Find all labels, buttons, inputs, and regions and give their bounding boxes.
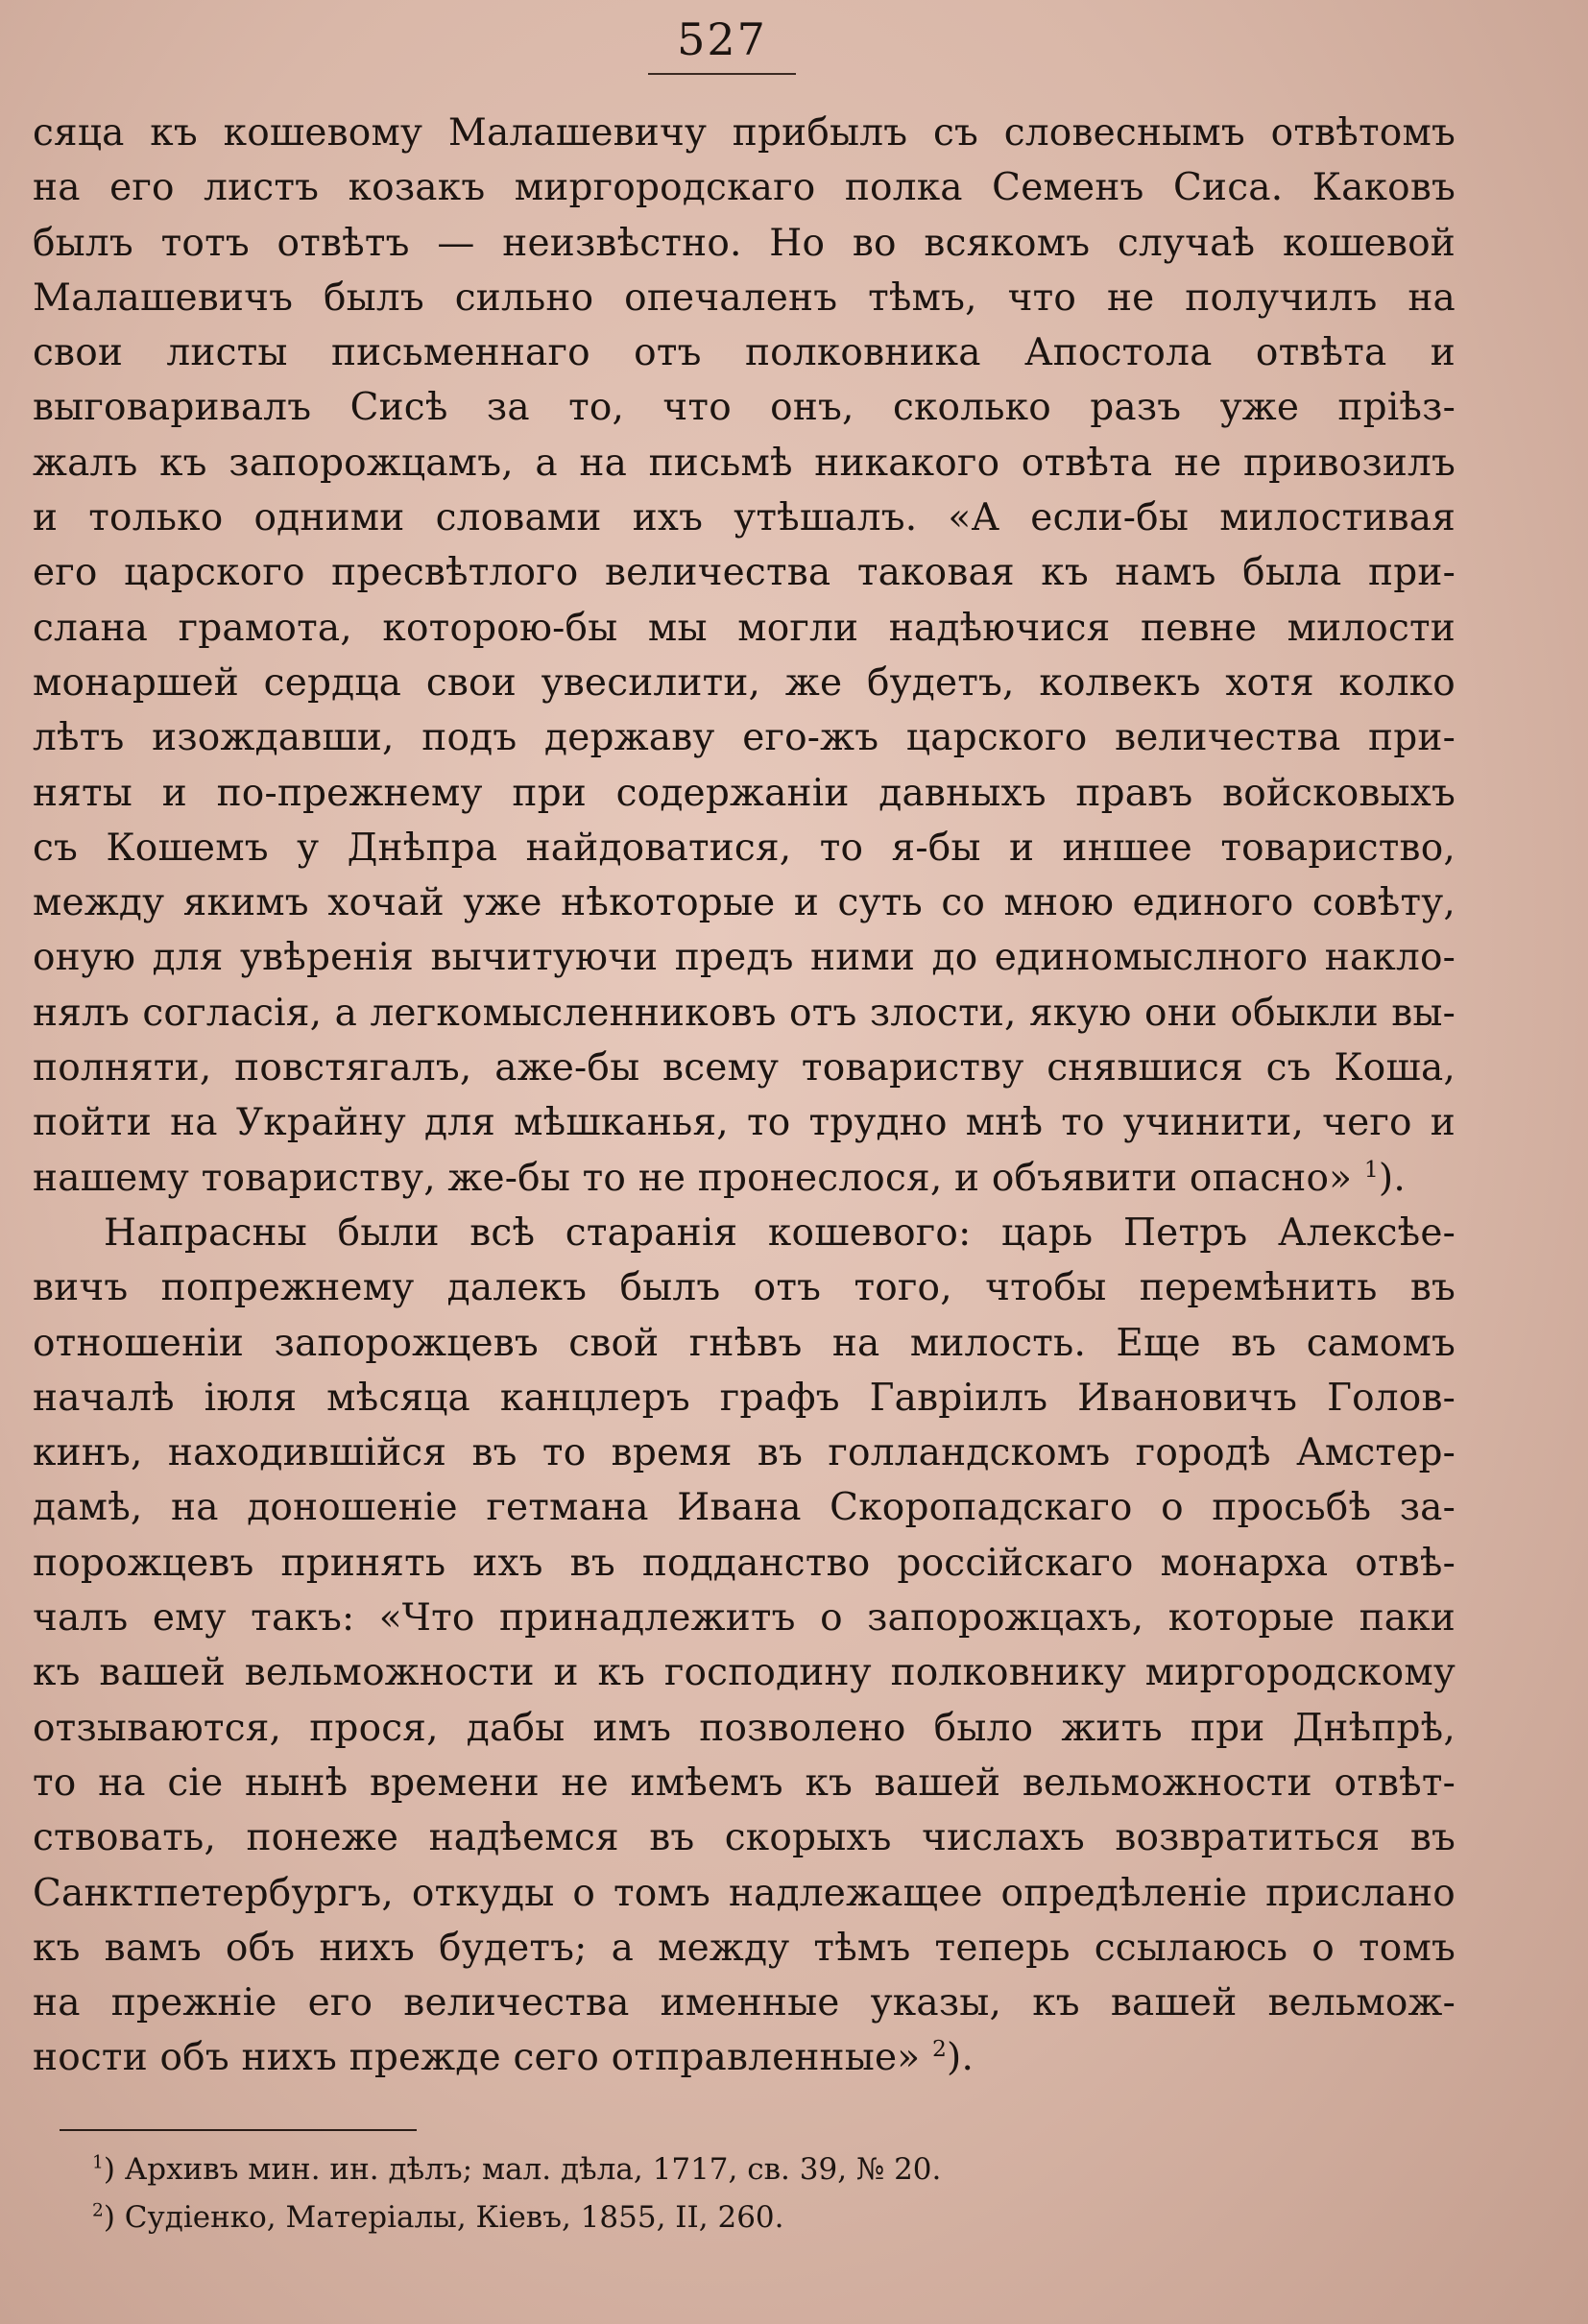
text-line: пойти на Украйну для мѣшканья, то трудно мнѣ то учинити, чего и bbox=[33, 1101, 1456, 1145]
footnote-ref[interactable]: 2 bbox=[931, 2035, 948, 2063]
text-line: слана грамота, которою-бы мы могли надѣючися певне милости bbox=[33, 606, 1456, 650]
text-line: къ вашей вельможности и къ господину полковнику миргородскому bbox=[33, 1651, 1456, 1695]
text-line: на прежнiе его величества именные указы, къ вашей вельмож- bbox=[33, 1981, 1456, 2025]
text-line: монаршей сердца свои увесилити, же будетъ, колвекъ хотя колко bbox=[33, 660, 1456, 705]
text-line: чалъ ему такъ: «Что принадлежитъ о запорожцахъ, которые паки bbox=[33, 1596, 1456, 1641]
text-line: Санктпетербургъ, откуды о томъ надлежащее опредѣленiе прислано bbox=[33, 1871, 1456, 1915]
text-line: лѣтъ изождавши, подъ державу его-жъ царского величества при- bbox=[33, 716, 1456, 760]
text-line: вичъ попрежнему далекъ былъ отъ того, чтобы перемѣнить въ bbox=[33, 1266, 1456, 1310]
text-line: кинъ, находившiйся въ то время въ голландскомъ городѣ Амстер- bbox=[33, 1431, 1456, 1475]
text-line: оную для увѣренiя вычитуючи предъ ними до единомыслного накло- bbox=[33, 936, 1456, 980]
line-text: ности объ нихъ прежде сего отправленные» bbox=[33, 2036, 921, 2080]
text-line: къ вамъ объ нихъ будетъ; а между тѣмъ теперь ссылаюсь о томъ bbox=[33, 1926, 1456, 1970]
text-line: полняти, повстягалъ, аже-бы всему товариству снявшися съ Коша, bbox=[33, 1046, 1456, 1090]
page-header bbox=[0, 13, 1588, 75]
page-number: 527 bbox=[648, 13, 796, 75]
paragraph-1 bbox=[33, 106, 1456, 1206]
text-line: Малашевичъ былъ сильно опечаленъ тѣмъ, что не получилъ на bbox=[33, 276, 1456, 320]
line-closing: ). bbox=[1378, 1156, 1406, 1200]
paragraph-2 bbox=[33, 1206, 1456, 2086]
text-line: былъ тотъ отвѣтъ — неизвѣстно. Но во всякомъ случаѣ кошевой bbox=[33, 221, 1456, 265]
body-text bbox=[33, 106, 1456, 2086]
footnote-text: ) Судiенко, Матерiалы, Кiевъ, 1855, II, 260. bbox=[103, 2200, 784, 2235]
text-line: ствовать, понеже надѣемся въ скорыхъ числахъ возвратиться въ bbox=[33, 1816, 1456, 1860]
footnote-1 bbox=[92, 2145, 1340, 2193]
footnote-divider bbox=[60, 2129, 417, 2131]
text-line: отзываются, прося, дабы имъ позволено было жить при Днѣпрѣ, bbox=[33, 1706, 1456, 1750]
text-line: отношенiи запорожцевъ свой гнѣвъ на милость. Еще въ самомъ bbox=[33, 1321, 1456, 1365]
footnote-marker: 2 bbox=[92, 2200, 104, 2221]
footnote-2 bbox=[92, 2193, 1340, 2241]
text-line: его царского пресвѣтлого величества таковая къ намъ была при- bbox=[33, 551, 1456, 595]
text-line: свои листы письменнаго отъ полковника Апостола отвѣта и bbox=[33, 331, 1456, 375]
text-line: жалъ къ запорожцамъ, а на письмѣ никакого отвѣта не привозилъ bbox=[33, 441, 1456, 485]
line-closing: ). bbox=[947, 2036, 974, 2080]
text-line: то на сiе нынѣ времени не имѣемъ къ вашей вельможности отвѣт- bbox=[33, 1761, 1456, 1805]
footnote-marker: 1 bbox=[92, 2152, 104, 2173]
text-line: на его листъ козакъ миргородскаго полка Семенъ Сиса. Каковъ bbox=[33, 166, 1456, 210]
text-line: Напрасны были всѣ старанiя кошевого: царь Петръ Алексѣе- bbox=[104, 1210, 1456, 1255]
footnote-text: ) Архивъ мин. ин. дѣлъ; мал. дѣла, 1717, св. 39, № 20. bbox=[103, 2152, 942, 2187]
text-line: между якимъ хочай уже нѣкоторые и суть со мною единого совѣту, bbox=[33, 881, 1456, 925]
line-text: нашему товариству, же-бы то не пронеслося, и объявити опасно» bbox=[33, 1156, 1353, 1200]
text-line: выговаривалъ Сисѣ за то, что онъ, сколько разъ уже прiѣз- bbox=[33, 386, 1456, 430]
text-line-last bbox=[33, 1151, 1456, 1206]
footnote-ref[interactable]: 1 bbox=[1363, 1155, 1379, 1183]
text-line: няты и по-прежнему при содержанiи давныхъ правъ войсковыхъ bbox=[33, 771, 1456, 815]
text-line: нялъ согласiя, а легкомысленниковъ отъ злости, якую они обыкли вы- bbox=[33, 991, 1456, 1035]
text-line: сяца къ кошевому Малашевичу прибылъ съ словеснымъ отвѣтомъ bbox=[33, 111, 1456, 155]
text-line: началѣ iюля мѣсяца канцлеръ графъ Гаврiилъ Ивановичъ Голов- bbox=[33, 1376, 1456, 1420]
footnotes bbox=[92, 2145, 1340, 2241]
text-line: порожцевъ принять ихъ въ подданство россiйскаго монарха отвѣ- bbox=[33, 1541, 1456, 1585]
text-line: и только одними словами ихъ утѣшалъ. «А если-бы милостивая bbox=[33, 496, 1456, 540]
text-line: съ Кошемъ у Днѣпра найдоватися, то я-бы и иншее товариство, bbox=[33, 826, 1456, 870]
text-line: дамѣ, на доношенiе гетмана Ивана Скоропадскаго о просьбѣ за- bbox=[33, 1486, 1456, 1530]
text-line-last bbox=[33, 2030, 1456, 2085]
